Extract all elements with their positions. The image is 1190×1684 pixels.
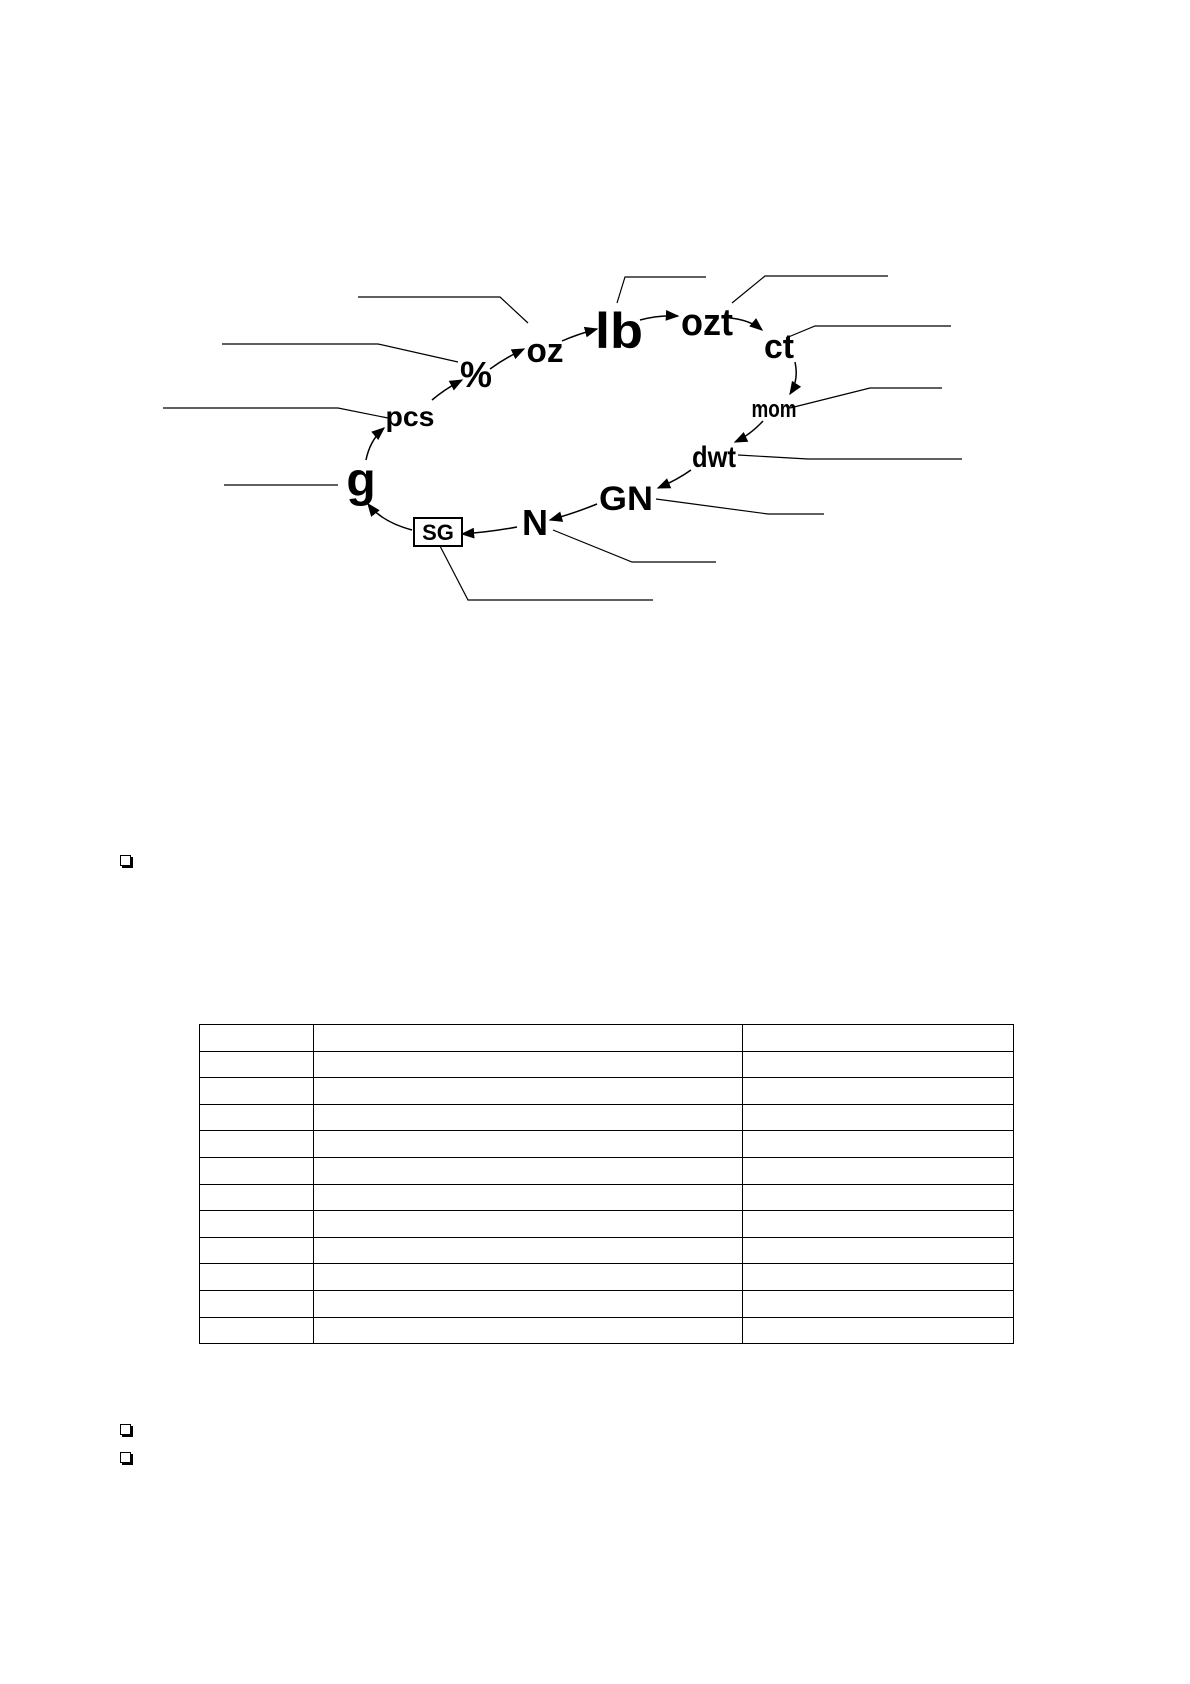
table-cell [314, 1184, 743, 1211]
table-row [200, 1025, 1014, 1052]
arrow-oz-to-lb [562, 329, 597, 341]
table-cell [200, 1078, 314, 1105]
arrow-pcs-to-percent [432, 380, 462, 400]
arrow-percent-to-oz [490, 349, 524, 369]
table-cell [743, 1078, 1014, 1105]
table-row [200, 1290, 1014, 1317]
table-cell [200, 1157, 314, 1184]
table-row [200, 1131, 1014, 1158]
table-cell [200, 1264, 314, 1291]
table-row [200, 1051, 1014, 1078]
arrow-ct-to-mom [790, 362, 796, 394]
table-cell [314, 1078, 743, 1105]
table-cell [200, 1184, 314, 1211]
table-cell [743, 1104, 1014, 1131]
table-cell [314, 1157, 743, 1184]
checkbox-bullet-1 [120, 855, 131, 866]
leader-line-mom [790, 388, 942, 408]
leader-line-ozt [732, 276, 888, 303]
table-cell [200, 1290, 314, 1317]
table-cell [200, 1104, 314, 1131]
arrow-dwt-to-gn [658, 470, 691, 488]
table-cell [200, 1131, 314, 1158]
table-row [200, 1211, 1014, 1238]
table-cell [200, 1317, 314, 1344]
table-row [200, 1184, 1014, 1211]
arrow-n-to-sg [462, 527, 517, 534]
table-cell [743, 1184, 1014, 1211]
table-cell [200, 1051, 314, 1078]
arrow-mom-to-dwt [735, 421, 763, 442]
table-cell [200, 1237, 314, 1264]
leader-lines [163, 276, 962, 600]
unit-label-oz: oz [526, 332, 564, 370]
leader-line-lb [617, 277, 706, 303]
table-cell [314, 1104, 743, 1131]
table-cell [200, 1211, 314, 1238]
unit-label-pcs: pcs [385, 401, 435, 432]
leader-line-percent [222, 344, 458, 362]
table-cell [743, 1157, 1014, 1184]
leader-line-n [553, 530, 716, 562]
table-cell [314, 1264, 743, 1291]
unit-label-ct: ct [764, 328, 794, 366]
arrow-gn-to-n [550, 504, 597, 520]
unit-label-sg: SG [422, 520, 454, 545]
arrow-ozt-to-ct [730, 318, 762, 330]
unit-label-dwt: dwt [692, 441, 737, 474]
leader-line-gn [656, 499, 824, 514]
unit-label-percent: % [459, 354, 493, 395]
leader-line-ct [786, 326, 951, 338]
table-cell [314, 1237, 743, 1264]
leader-line-dwt [738, 455, 962, 459]
unit-label-ozt: ozt [681, 302, 734, 344]
unit-cycle-diagram [0, 0, 1190, 700]
table-row [200, 1237, 1014, 1264]
table-cell [314, 1211, 743, 1238]
table-cell [743, 1211, 1014, 1238]
table-cell [314, 1131, 743, 1158]
table-cell [314, 1290, 743, 1317]
table-cell [743, 1290, 1014, 1317]
leader-line-pcs [163, 408, 388, 418]
table-row [200, 1317, 1014, 1344]
unit-label-mom: mom [751, 396, 797, 423]
unit-labels [346, 302, 796, 546]
checkbox-bullet-2 [120, 1424, 131, 1435]
table-cell [200, 1025, 314, 1052]
unit-label-g: g [346, 454, 376, 507]
arrow-lb-to-ozt [640, 316, 678, 320]
unit-label-lb: lb [595, 303, 643, 359]
table-row [200, 1104, 1014, 1131]
table-cell [743, 1025, 1014, 1052]
unit-label-gn: GN [599, 480, 653, 518]
table-cell [314, 1025, 743, 1052]
arrow-sg-to-g [368, 504, 412, 530]
table-row [200, 1264, 1014, 1291]
table-row [200, 1157, 1014, 1184]
table-cell [314, 1317, 743, 1344]
unit-label-n: N [522, 502, 548, 543]
leader-line-sg [440, 546, 653, 600]
table-cell [743, 1264, 1014, 1291]
leader-line-oz [358, 297, 528, 323]
table-row [200, 1078, 1014, 1105]
table-cell [314, 1051, 743, 1078]
units-table [199, 1024, 1014, 1344]
table-cell [743, 1237, 1014, 1264]
checkbox-bullet-3 [120, 1452, 131, 1463]
table-cell [743, 1131, 1014, 1158]
table-cell [743, 1317, 1014, 1344]
table-cell [743, 1051, 1014, 1078]
units-table-body [200, 1025, 1014, 1344]
